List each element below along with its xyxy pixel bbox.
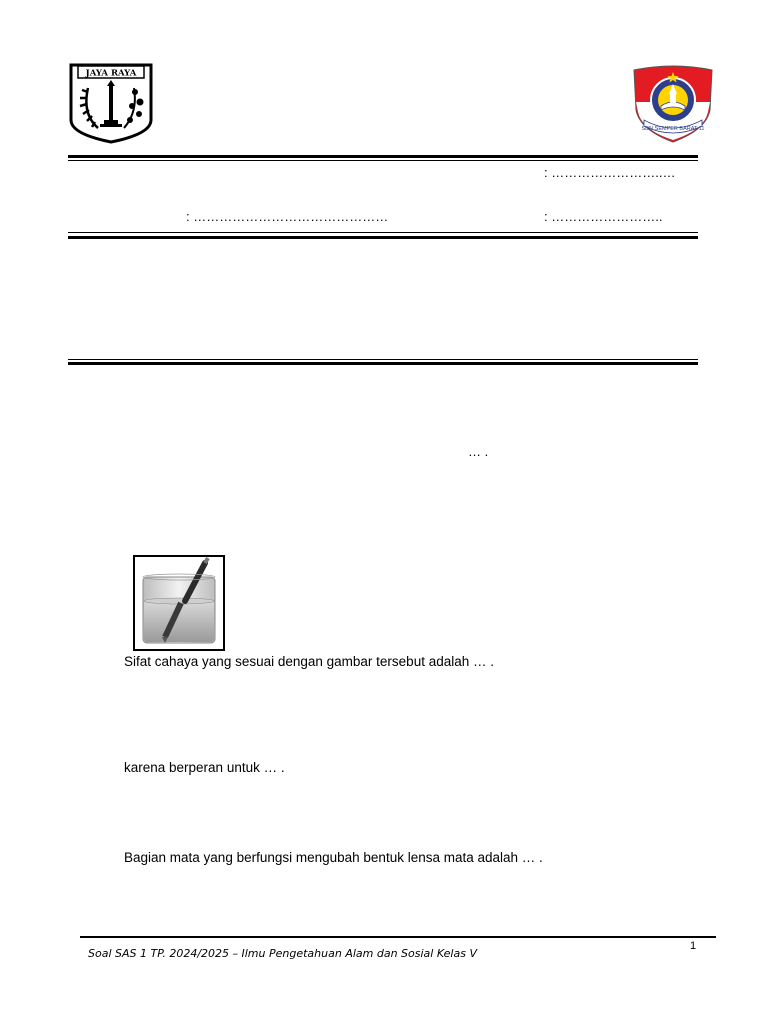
instructions-rule-thin [68, 359, 698, 360]
pencil-in-glass-image [133, 555, 225, 651]
footer-text: Soal SAS 1 TP. 2024/2025 – Ilmu Pengetahuan Alam dan Sosial Kelas V [88, 947, 477, 960]
svg-text:JAYA RAYA: JAYA RAYA [85, 68, 137, 79]
identity-field-row2-right[interactable]: : …………………….. [544, 209, 663, 224]
school-shield-logo [630, 64, 716, 144]
footer-rule [80, 936, 716, 938]
identity-field-row2-left[interactable]: : ……………………………………… [186, 209, 389, 224]
jaya-raya-emblem [68, 62, 154, 144]
identity-rule-thin [68, 232, 698, 233]
svg-text:SDN SEMPER BARAT 11: SDN SEMPER BARAT 11 [641, 126, 705, 132]
instructions-rule-thick [68, 362, 698, 365]
question-ellipsis: … . [468, 444, 489, 459]
question-light-property: Sifat cahaya yang sesuai dengan gambar tersebut adalah … . [124, 654, 494, 669]
question-role: karena berperan untuk … . [124, 760, 285, 775]
header-rule-top-thick [68, 155, 698, 158]
identity-field-row1-right[interactable]: : ……………………..… [544, 165, 676, 180]
page-number: 1 [690, 940, 697, 952]
header-rule-top-thin [68, 160, 698, 161]
identity-rule-thick [68, 236, 698, 239]
question-eye-part: Bagian mata yang berfungsi mengubah bentuk lensa mata adalah … . [124, 850, 543, 865]
